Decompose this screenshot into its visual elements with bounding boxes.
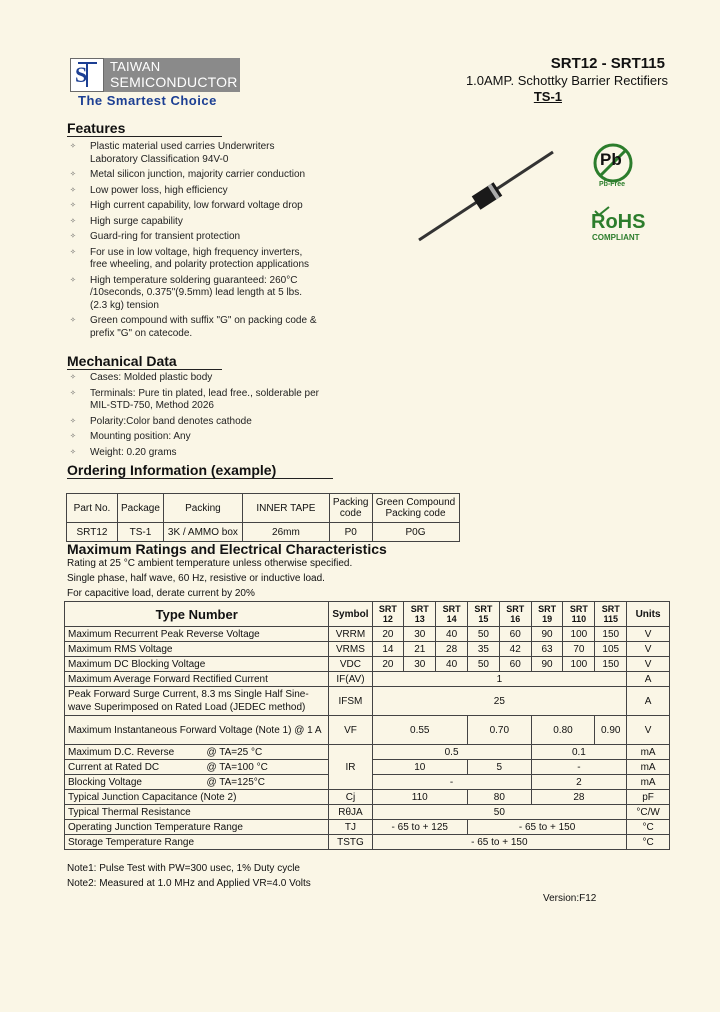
table-cell: 28	[436, 642, 468, 657]
table-row	[65, 790, 670, 805]
table-row	[65, 716, 670, 745]
ts-logo-icon	[71, 59, 103, 91]
ir-condition: @ TA=100 °C	[206, 761, 268, 773]
unit-cell: mA	[627, 760, 670, 775]
part-title: SRT12 - SRT115	[550, 55, 665, 72]
features-list	[70, 141, 320, 343]
pb-free-caption: Pb-Free	[599, 181, 626, 188]
table-cell: 1	[372, 672, 627, 687]
table-cell: SRT12	[67, 523, 118, 542]
table-cell: 20	[372, 657, 404, 672]
param-label: Typical Junction Capacitance (Note 2)	[65, 790, 329, 805]
table-cell: 20	[372, 627, 404, 642]
table-row	[67, 523, 460, 542]
table-cell: 30	[404, 657, 436, 672]
table-cell: 63	[531, 642, 563, 657]
ratings-note: Rating at 25 °C ambient temperature unless otherwise specified.	[67, 558, 353, 569]
table-row	[65, 657, 670, 672]
table-row	[65, 820, 670, 835]
rohs-caption: COMPLIANT	[592, 233, 640, 242]
table-cell: 0.55	[372, 716, 467, 745]
table-cell: 5	[468, 760, 532, 775]
table-row	[65, 627, 670, 642]
param-label: Maximum Average Forward Rectified Current	[65, 672, 329, 687]
table-cell: 150	[595, 657, 627, 672]
param-label	[65, 745, 329, 760]
mechanical-underline	[67, 369, 222, 370]
table-cell: 50	[468, 657, 500, 672]
unit-cell: A	[627, 672, 670, 687]
list-item: ✧ High temperature soldering guaranteed: 260°C /10seconds, 0.375"(9.5mm) lead length at 5 lbs. (2.3 kg) tension	[70, 275, 320, 313]
rohs-check-icon	[594, 206, 610, 216]
ratings-note: For capacitive load, derate current by 20%	[67, 588, 255, 599]
table-cell: 100	[563, 627, 595, 642]
list-item: ✧ For use in low voltage, high frequency inverters, free wheeling, and polarity protection applications	[70, 247, 320, 272]
list-item: ✧ High surge capability	[70, 216, 320, 229]
table-row	[65, 672, 670, 687]
table-cell: TS-1	[118, 523, 164, 542]
table-cell: - 65 to + 150	[372, 835, 627, 850]
part-header: SRT 115	[595, 602, 627, 627]
product-subtitle: 1.0AMP. Schottky Barrier Rectifiers	[465, 73, 668, 88]
table-cell: 100	[563, 657, 595, 672]
param-label: Maximum Instantaneous Forward Voltage (Note 1) @ 1 A	[65, 716, 329, 745]
part-header: SRT 110	[563, 602, 595, 627]
ir-condition: @ TA=25 °C	[206, 746, 263, 758]
table-cell: 0.1	[531, 745, 627, 760]
table-cell: 40	[436, 657, 468, 672]
pb-label: Pb	[600, 150, 622, 169]
param-symbol: VRMS	[329, 642, 372, 657]
company-logo-icon	[70, 58, 104, 92]
list-item: ✧ Terminals: Pure tin plated, lead free., solderable per MIL-STD-750, Method 2026	[70, 388, 320, 413]
table-cell: - 65 to + 150	[468, 820, 627, 835]
param-label: Operating Junction Temperature Range	[65, 820, 329, 835]
table-cell: -	[372, 775, 531, 790]
param-label	[65, 775, 329, 790]
ratings-title: Maximum Ratings and Electrical Characteristics	[67, 541, 387, 557]
list-item: ✧ High current capability, low forward voltage drop	[70, 200, 320, 213]
param-label: Maximum Recurrent Peak Reverse Voltage	[65, 627, 329, 642]
table-cell: 0.90	[595, 716, 627, 745]
features-underline	[67, 136, 222, 137]
param-symbol: IR	[329, 745, 372, 790]
table-cell: 26mm	[242, 523, 329, 542]
mechanical-title: Mechanical Data	[67, 353, 177, 369]
param-label: Maximum DC Blocking Voltage	[65, 657, 329, 672]
table-cell: 42	[499, 642, 531, 657]
param-label: Peak Forward Surge Current, 8.3 ms Single Half Sine-wave Superimposed on Rated Load (JEDEC method)	[65, 687, 329, 716]
part-header: SRT 15	[468, 602, 500, 627]
list-item: ✧ Metal silicon junction, majority carrier conduction	[70, 169, 320, 182]
param-symbol: TSTG	[329, 835, 372, 850]
table-cell: 21	[404, 642, 436, 657]
ratings-note: Single phase, half wave, 60 Hz, resistive or inductive load.	[67, 573, 325, 584]
param-symbol: VF	[329, 716, 372, 745]
param-label: Storage Temperature Range	[65, 835, 329, 850]
table-cell: 70	[563, 642, 595, 657]
table-cell: 60	[499, 627, 531, 642]
table-cell: 60	[499, 657, 531, 672]
ir-condition: @ TA=125°C	[206, 776, 266, 788]
table-header-row	[67, 494, 460, 523]
param-symbol: VDC	[329, 657, 372, 672]
ordering-table	[66, 493, 460, 542]
table-cell: 0.80	[531, 716, 595, 745]
rohs-label: RoHS	[591, 211, 646, 233]
table-cell: 14	[372, 642, 404, 657]
company-name-line1: TAIWAN	[110, 59, 161, 74]
part-header: SRT 19	[531, 602, 563, 627]
part-header: SRT 14	[436, 602, 468, 627]
list-item: ✧ Guard-ring for transient protection	[70, 231, 320, 244]
table-cell: -	[531, 760, 627, 775]
table-header: INNER TAPE	[242, 494, 329, 523]
table-cell: 150	[595, 627, 627, 642]
table-cell: 2	[531, 775, 627, 790]
ratings-table	[64, 601, 670, 850]
units-header: Units	[627, 602, 670, 627]
table-row	[65, 745, 670, 760]
table-row	[65, 805, 670, 820]
unit-cell: °C	[627, 835, 670, 850]
param-label: Maximum RMS Voltage	[65, 642, 329, 657]
version-label: Version:F12	[543, 893, 597, 904]
list-item: ✧ Weight: 0.20 grams	[70, 447, 320, 460]
table-cell: 50	[372, 805, 627, 820]
param-symbol: RθJA	[329, 805, 372, 820]
type-number-header: Type Number	[65, 602, 329, 627]
unit-cell: mA	[627, 745, 670, 760]
table-cell: 28	[531, 790, 627, 805]
param-label	[65, 760, 329, 775]
table-cell: 25	[372, 687, 627, 716]
part-header: SRT 12	[372, 602, 404, 627]
unit-cell: pF	[627, 790, 670, 805]
ir-label: Maximum D.C. Reverse	[68, 746, 175, 758]
unit-cell: V	[627, 657, 670, 672]
list-item: ✧ Polarity:Color band denotes cathode	[70, 416, 320, 429]
unit-cell: mA	[627, 775, 670, 790]
param-label: Typical Thermal Resistance	[65, 805, 329, 820]
table-header: Package	[118, 494, 164, 523]
param-symbol: IFSM	[329, 687, 372, 716]
table-cell: 35	[468, 642, 500, 657]
unit-cell: V	[627, 642, 670, 657]
part-header: SRT 16	[499, 602, 531, 627]
table-cell: - 65 to + 125	[372, 820, 467, 835]
table-cell: 90	[531, 627, 563, 642]
table-cell: 0.70	[468, 716, 532, 745]
note-1: Note1: Pulse Test with PW=300 usec, 1% Duty cycle	[67, 863, 300, 874]
table-cell: 80	[468, 790, 532, 805]
company-slogan: The Smartest Choice	[78, 93, 217, 108]
table-cell: 0.5	[372, 745, 531, 760]
note-2: Note2: Measured at 1.0 MHz and Applied VR=4.0 Volts	[67, 878, 311, 889]
list-item: ✧ Cases: Molded plastic body	[70, 372, 320, 385]
list-item: ✧ Plastic material used carries Underwriters Laboratory Classification 94V-0	[70, 141, 320, 166]
param-symbol: VRRM	[329, 627, 372, 642]
table-header: Green Compound Packing code	[372, 494, 459, 523]
table-row	[65, 642, 670, 657]
param-symbol: Cj	[329, 790, 372, 805]
table-cell: 110	[372, 790, 467, 805]
unit-cell: V	[627, 627, 670, 642]
table-cell: 3K / AMMO box	[163, 523, 242, 542]
ir-label: Current at Rated DC	[68, 761, 160, 773]
symbol-header: Symbol	[329, 602, 372, 627]
list-item: ✧ Mounting position: Any	[70, 431, 320, 444]
table-cell: 90	[531, 657, 563, 672]
table-cell: P0G	[372, 523, 459, 542]
table-cell: P0	[329, 523, 372, 542]
features-title: Features	[67, 120, 126, 136]
ordering-title: Ordering Information (example)	[67, 462, 277, 478]
ordering-underline	[67, 478, 333, 479]
list-item: ✧ Low power loss, high efficiency	[70, 185, 320, 198]
list-item: ✧ Green compound with suffix "G" on packing code & prefix "G" on catecode.	[70, 315, 320, 340]
table-cell: 40	[436, 627, 468, 642]
unit-cell: A	[627, 687, 670, 716]
unit-cell: °C	[627, 820, 670, 835]
table-header: Part No.	[67, 494, 118, 523]
diode-image	[415, 148, 555, 243]
table-header: Packing	[163, 494, 242, 523]
table-cell: 30	[404, 627, 436, 642]
part-header: SRT 13	[404, 602, 436, 627]
table-row	[65, 835, 670, 850]
table-cell: 105	[595, 642, 627, 657]
ir-label: Blocking Voltage	[68, 776, 142, 788]
table-header: Packing code	[329, 494, 372, 523]
table-row	[65, 687, 670, 716]
unit-cell: °C/W	[627, 805, 670, 820]
param-symbol: TJ	[329, 820, 372, 835]
table-cell: 50	[468, 627, 500, 642]
company-name-line2: SEMICONDUCTOR	[110, 74, 238, 90]
param-symbol: IF(AV)	[329, 672, 372, 687]
table-header-row	[65, 602, 670, 627]
svg-text:S: S	[75, 62, 88, 87]
table-cell: 10	[372, 760, 467, 775]
mechanical-list	[70, 372, 320, 462]
package-title: TS-1	[533, 89, 562, 104]
unit-cell: V	[627, 716, 670, 745]
